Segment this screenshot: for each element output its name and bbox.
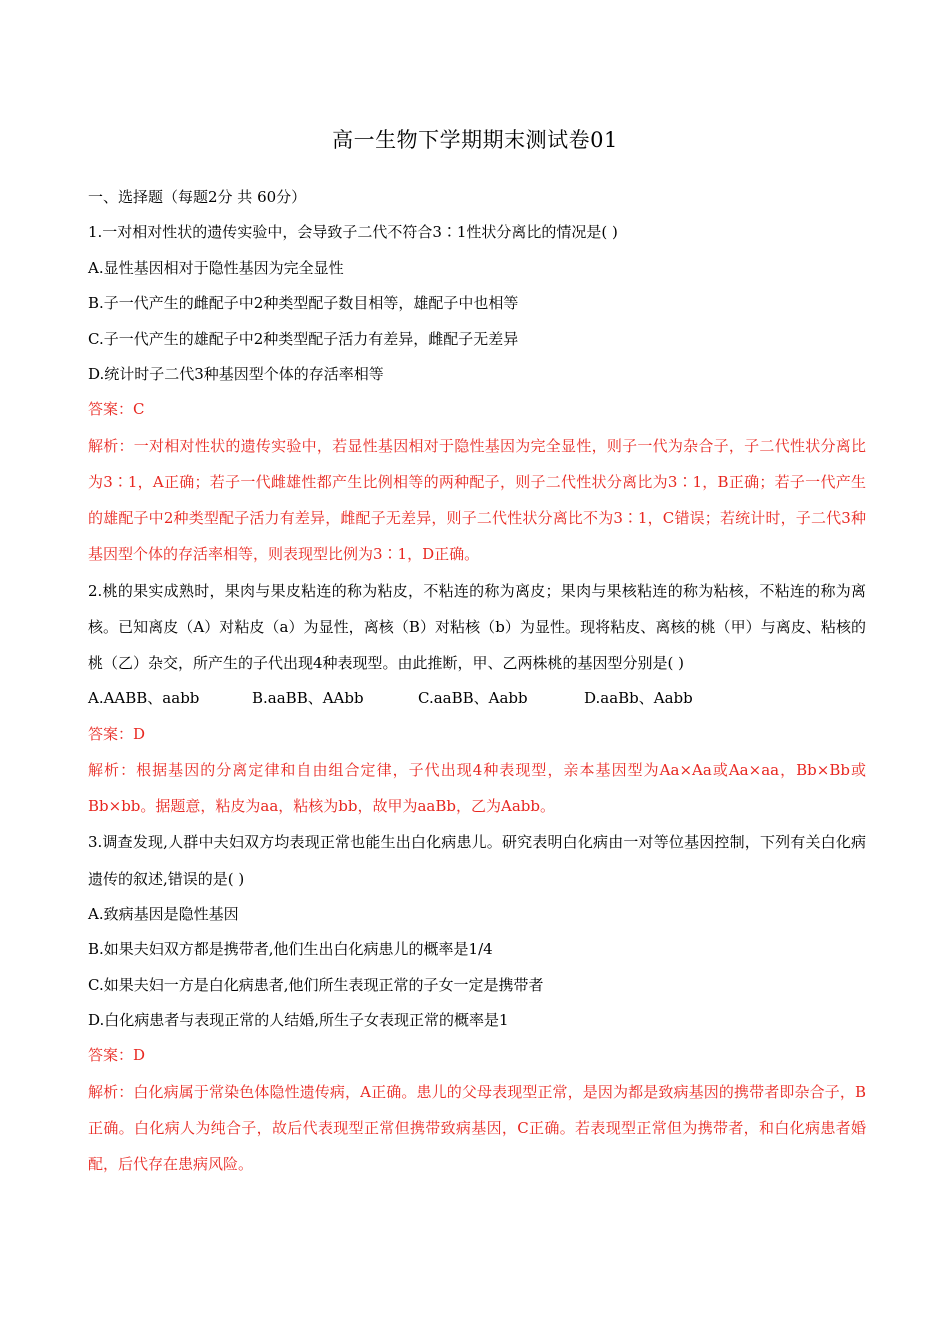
question-1-option-b: B.子一代产生的雌配子中2种类型配子数目相等，雄配子中也相等	[88, 294, 519, 313]
question-1-option-d: D.统计时子二代3种基因型个体的存活率相等	[88, 364, 384, 383]
question-3-stem: 3.调查发现,人群中夫妇双方均表现正常也能生出白化病患儿。研究表明白化病由一对等位基因控制，下列有关白化病遗传的叙述,错误的是( )	[88, 833, 866, 888]
question-3-analysis: 解析：白化病属于常染色体隐性遗传病，A正确。患儿的父母表现型正常，是因为都是致病基因的携带者即杂合子，B正确。白化病人为纯合子，故后代表现型正常但携带致病基因，C正确。若表现型正常但为携带者，和白化病患者婚配，后代存在患病风险。	[88, 1082, 866, 1174]
question-2-answer: 答案：D	[88, 724, 146, 743]
question-2-option-d: D.aaBb、Aabb	[584, 689, 693, 708]
question-1-option-a: A.显性基因相对于隐性基因为完全显性	[88, 258, 344, 277]
document-body	[88, 180, 866, 1182]
question-2-analysis: 解析：根据基因的分离定律和自由组合定律，子代出现4种表现型，亲本基因型为Aa×Aa或Aa×aa，Bb×Bb或Bb×bb。据题意，粘皮为aa，粘核为bb，故甲为aaBb，乙为Aabb。	[88, 760, 866, 816]
question-3-option-a: A.致病基因是隐性基因	[88, 904, 239, 923]
question-3-option-b: B.如果夫妇双方都是携带者,他们生出白化病患儿的概率是1/4	[88, 940, 493, 959]
question-1-analysis: 解析：一对相对性状的遗传实验中，若显性基因相对于隐性基因为完全显性，则子一代为杂合子，子二代性状分离比为3∶1，A正确；若子一代雌雄性都产生比例相等的两种配子，则子二代性状分离比为3∶1，B正确；若子一代产生的雄配子中2种类型配子活力有差异，雌配子无差异，则子二代性状分离比不为3∶1，C错误；若统计时，子二代3种基因型个体的存活率相等，则表现型比例为3∶1，D正确。	[88, 436, 866, 564]
question-2-option-a: A.AABB、aabb	[88, 689, 200, 708]
question-3-option-c: C.如果夫妇一方是白化病患者,他们所生表现正常的子女一定是携带者	[88, 975, 544, 994]
question-2-stem: 2.桃的果实成熟时，果肉与果皮粘连的称为粘皮，不粘连的称为离皮；果肉与果核粘连的称为粘核，不粘连的称为离核。已知离皮（A）对粘皮（a）为显性，离核（B）对粘核（b）为显性。现将粘皮、离核的桃（甲）与离皮、粘核的桃（乙）杂交，所产生的子代出现4种表现型。由此推断，甲、乙两株桃的基因型分别是( )	[88, 581, 866, 672]
question-1-option-c: C.子一代产生的雄配子中2种类型配子活力有差异，雌配子无差异	[88, 329, 519, 348]
question-2-options	[88, 681, 866, 716]
section-heading: 一、选择题（每题2分 共 60分）	[88, 188, 307, 206]
page-title: 高一生物下学期期末测试卷01	[332, 128, 618, 152]
question-1-answer: 答案：C	[88, 400, 145, 419]
question-3-answer: 答案：D	[88, 1046, 146, 1065]
question-2-option-c: C.aaBB、Aabb	[418, 689, 528, 708]
question-1-stem: 1.一对相对性状的遗传实验中，会导致子二代不符合3∶1性状分离比的情况是( )	[88, 223, 618, 242]
question-3-option-d: D.白化病患者与表现正常的人结婚,所生子女表现正常的概率是1	[88, 1010, 509, 1029]
question-2-option-b: B.aaBB、AAbb	[252, 689, 364, 708]
